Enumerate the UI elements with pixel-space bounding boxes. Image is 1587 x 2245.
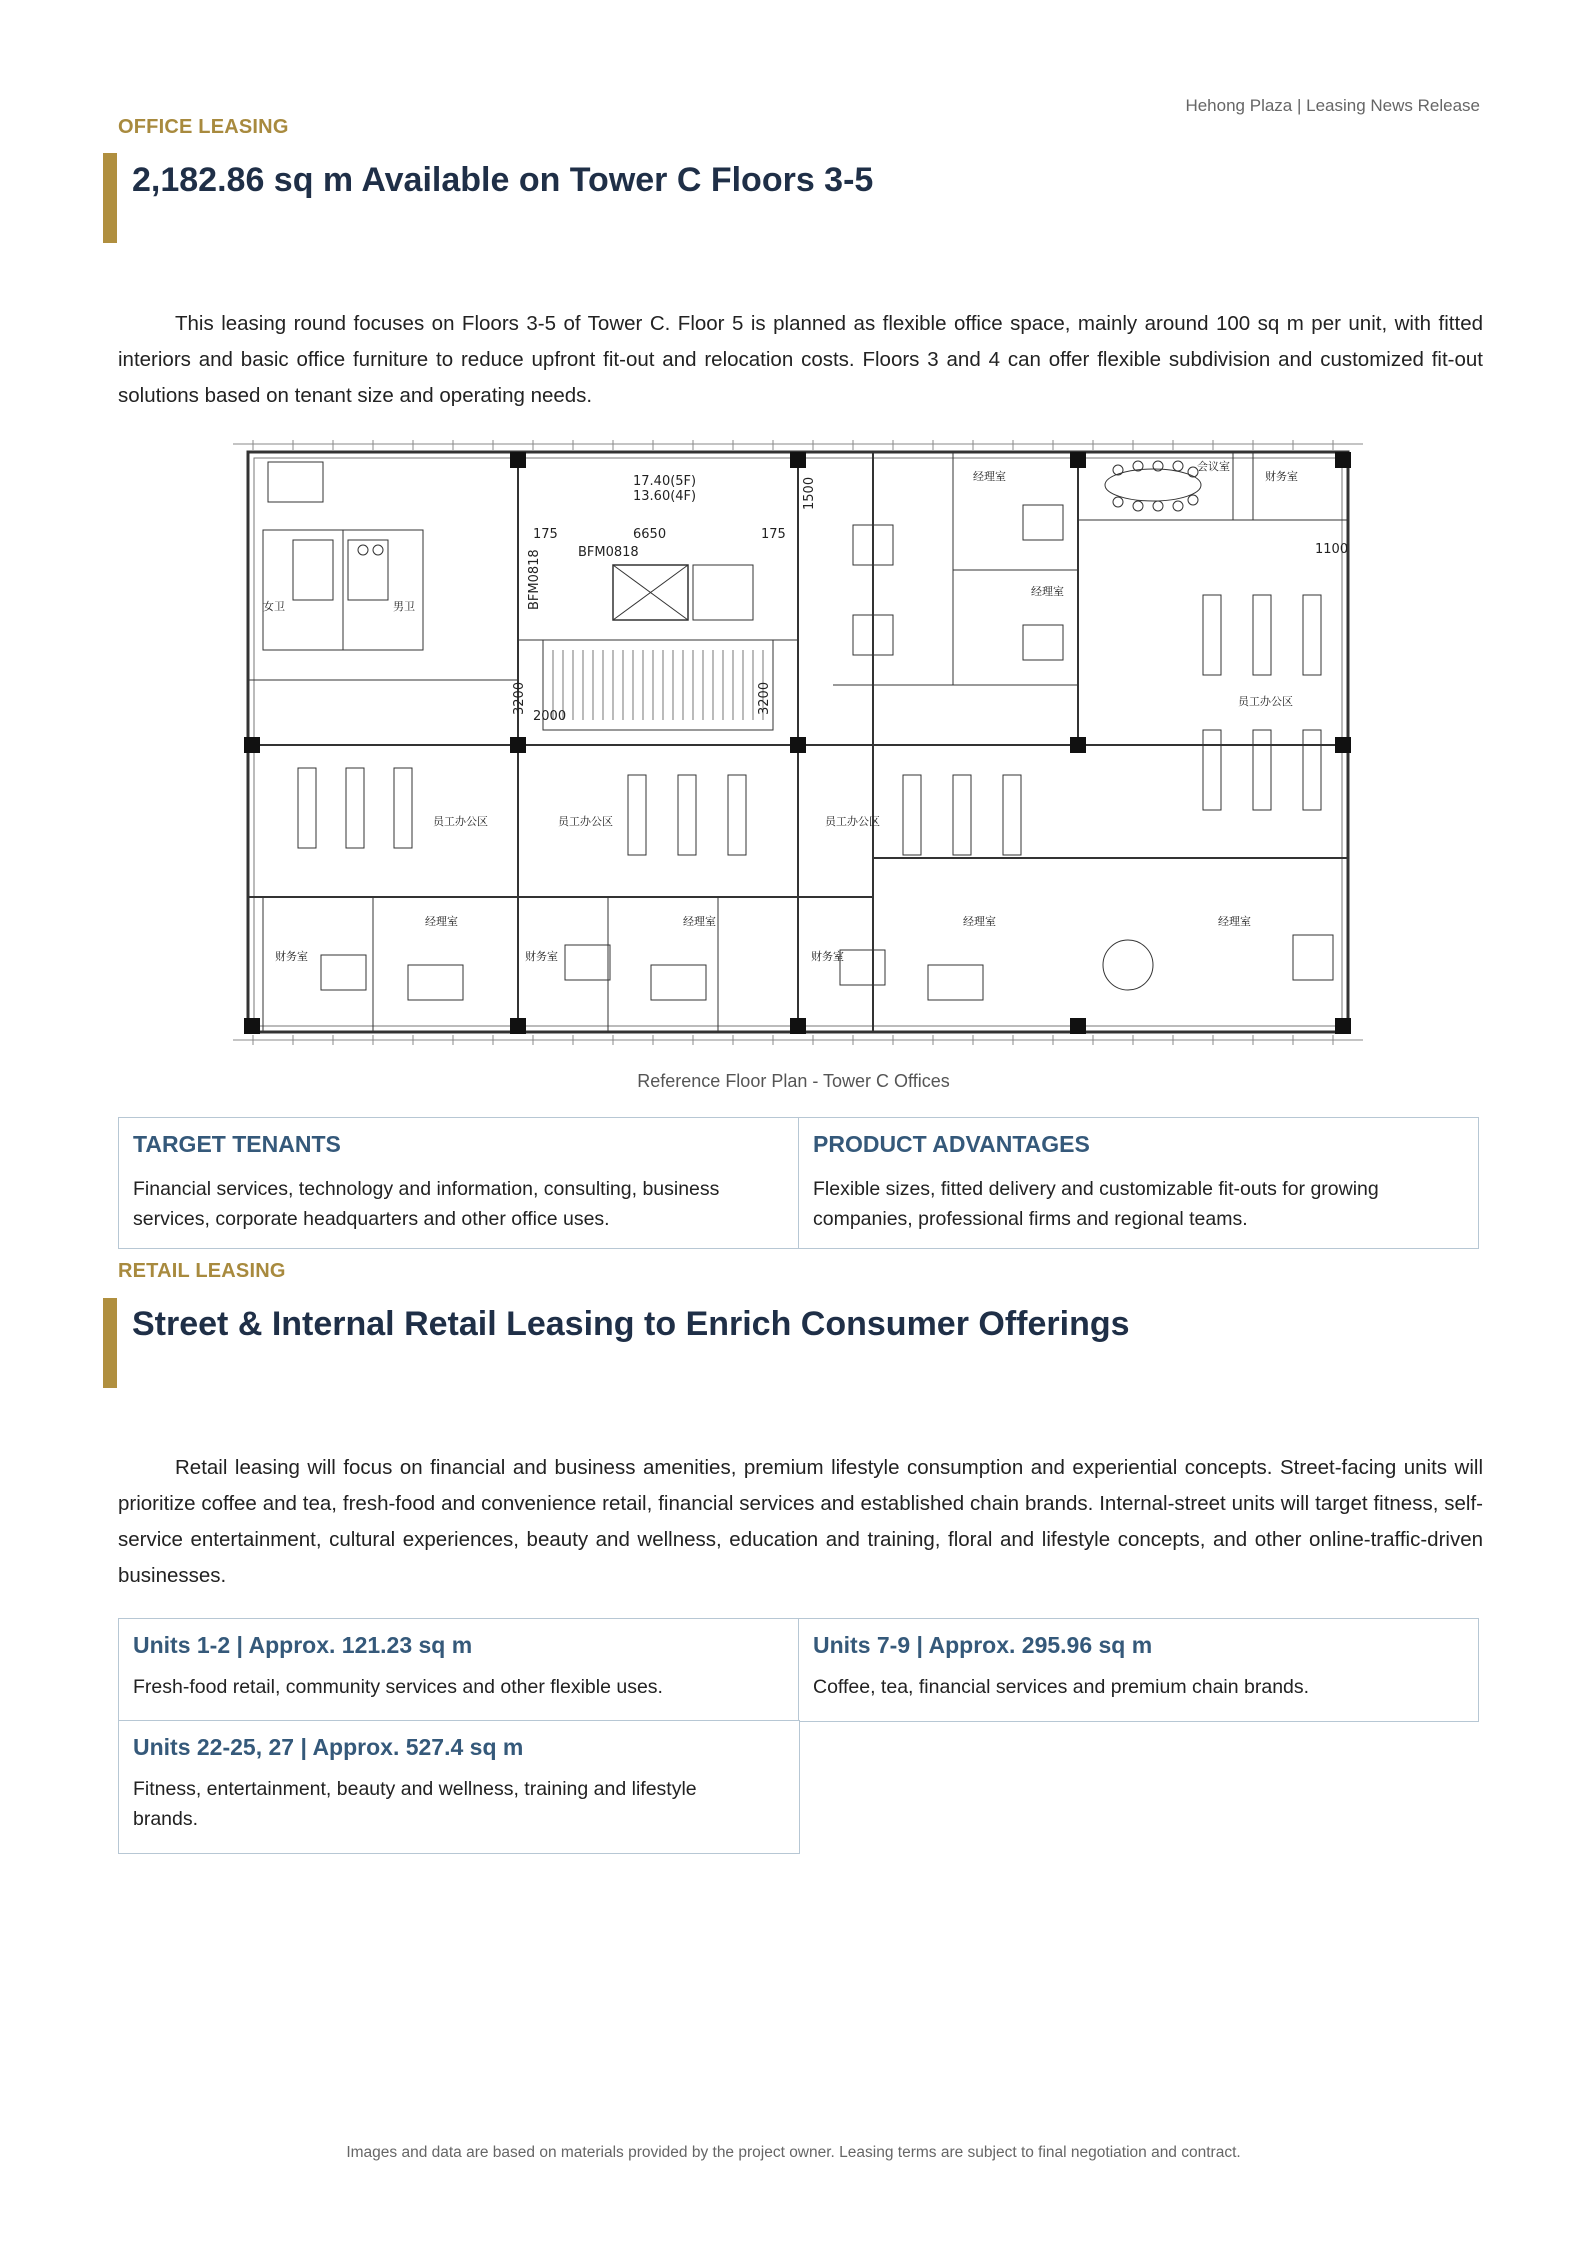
plan-label-staff-area: 员工办公区 bbox=[1238, 695, 1293, 708]
card-target-tenants bbox=[118, 1117, 800, 1249]
plan-label-manager: 经理室 bbox=[683, 915, 716, 928]
card-product-advantages bbox=[798, 1117, 1479, 1249]
unit-card-title: Units 7-9 | Approx. 295.96 sq m bbox=[813, 1632, 1153, 1658]
title-accent-bar bbox=[103, 1298, 117, 1388]
unit-card-body: Fitness, entertainment, beauty and wellness, training and lifestyle brands. bbox=[133, 1778, 697, 1830]
title-accent-bar bbox=[103, 153, 117, 243]
retail-title: Street & Internal Retail Leasing to Enrich Consumer Offerings bbox=[132, 1305, 1130, 1343]
release-label: Hehong Plaza | Leasing News Release bbox=[1185, 96, 1480, 115]
retail-kicker: RETAIL LEASING bbox=[118, 1260, 286, 1282]
retail-title-block bbox=[103, 1298, 1483, 1388]
plan-label-dim-1100: 1100 bbox=[1315, 542, 1349, 557]
card-title: TARGET TENANTS bbox=[133, 1131, 341, 1157]
plan-label-height-4f: 13.60(4F) bbox=[633, 489, 697, 504]
plan-label-dim-6650: 6650 bbox=[633, 527, 667, 542]
card-title: PRODUCT ADVANTAGES bbox=[813, 1131, 1090, 1157]
office-title-block bbox=[103, 153, 1483, 243]
plan-label-finance: 财务室 bbox=[275, 950, 308, 963]
floor-plan-caption: Reference Floor Plan - Tower C Offices bbox=[637, 1071, 950, 1091]
unit-card-1-2 bbox=[118, 1618, 800, 1722]
retail-paragraph: Retail leasing will focus on financial and business amenities, premium lifestyle consumption and experiential concepts. Street-facing units will prioritize coffee and tea, fresh-food and convenience retail, financial services and established chain brands. Internal-street units will target fitness, self-service entertainment, cultural experiences, beauty and wellness, education and training, floral and lifestyle concepts, and other online-traffic-driven businesses. bbox=[118, 1456, 1483, 1587]
plan-label-staff-area: 员工办公区 bbox=[433, 815, 488, 828]
plan-label-bfm-top: BFM0818 bbox=[578, 545, 639, 560]
footer-note: Images and data are based on materials provided by the project owner. Leasing terms are subject to final negotiation and contract. bbox=[346, 2144, 1241, 2161]
plan-label-dim-175a: 175 bbox=[533, 527, 558, 542]
unit-card-7-9 bbox=[798, 1618, 1479, 1722]
plan-label-manager: 经理室 bbox=[973, 470, 1006, 483]
unit-card-body: Coffee, tea, financial services and premium chain brands. bbox=[813, 1676, 1310, 1698]
plan-label-restroom-f: 女卫 bbox=[263, 600, 285, 613]
plan-label-dim-3200b: 3200 bbox=[757, 681, 772, 715]
plan-label-manager: 经理室 bbox=[1031, 585, 1064, 598]
plan-label-height-5f: 17.40(5F) bbox=[633, 474, 697, 489]
floor-plan-image bbox=[233, 440, 1363, 1045]
plan-label-restroom-m: 男卫 bbox=[393, 600, 415, 613]
plan-label-finance: 财务室 bbox=[1265, 470, 1298, 483]
plan-label-manager: 经理室 bbox=[425, 915, 458, 928]
card-body: Financial services, technology and information, consulting, business services, corporate headquarters and other office uses. bbox=[133, 1178, 720, 1230]
unit-card-title: Units 1-2 | Approx. 121.23 sq m bbox=[133, 1632, 473, 1658]
plan-label-staff-area: 员工办公区 bbox=[558, 815, 613, 828]
plan-label-meeting: 会议室 bbox=[1197, 460, 1230, 473]
plan-label-dim-1500: 1500 bbox=[802, 476, 817, 510]
plan-label-staff-area: 员工办公区 bbox=[825, 815, 880, 828]
plan-label-finance: 财务室 bbox=[811, 950, 844, 963]
unit-card-body: Fresh-food retail, community services and other flexible uses. bbox=[133, 1676, 663, 1698]
plan-label-manager: 经理室 bbox=[1218, 915, 1251, 928]
unit-card-22-27 bbox=[118, 1720, 800, 1854]
office-paragraph: This leasing round focuses on Floors 3-5 of Tower C. Floor 5 is planned as flexible office space, mainly around 100 sq m per unit, with fitted interiors and basic office furniture to reduce upfront fit-out and relocation costs. Floors 3 and 4 can offer flexible subdivision and customized fit-out solutions based on tenant size and operating needs. bbox=[118, 312, 1483, 407]
card-body: Flexible sizes, fitted delivery and customizable fit-outs for growing companies, professional firms and regional teams. bbox=[813, 1178, 1379, 1230]
office-kicker: OFFICE LEASING bbox=[118, 116, 289, 138]
office-title: 2,182.86 sq m Available on Tower C Floors 3-5 bbox=[132, 161, 874, 199]
plan-label-bfm-side: BFM0818 bbox=[527, 549, 542, 610]
unit-card-title: Units 22-25, 27 | Approx. 527.4 sq m bbox=[133, 1734, 524, 1760]
plan-label-dim-175b: 175 bbox=[761, 527, 786, 542]
plan-label-finance: 财务室 bbox=[525, 950, 558, 963]
plan-label-dim-3200a: 3200 bbox=[512, 681, 527, 715]
plan-label-manager: 经理室 bbox=[963, 915, 996, 928]
plan-label-dim-2000: 2000 bbox=[533, 709, 567, 724]
